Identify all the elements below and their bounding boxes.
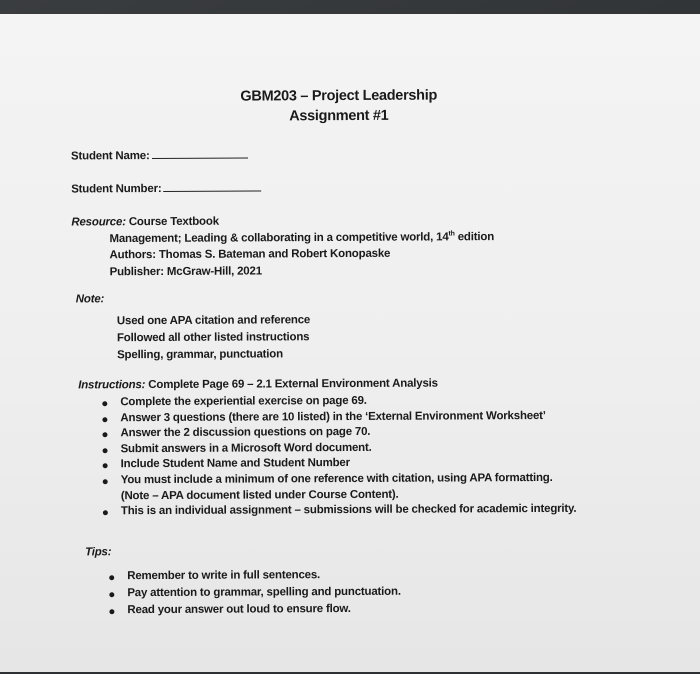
list-item-text: Include Student Name and Student Number [120, 457, 350, 471]
list-item-text: Read your answer out loud to ensure flow. [127, 602, 351, 617]
instructions-value: Complete Page 69 – 2.1 External Environment Analysis [145, 377, 438, 392]
list-item-text: Pay attention to grammar, spelling and punctuation. [127, 585, 401, 600]
list-item-text: (Note – APA document listed under Course Content). [120, 488, 399, 502]
list-item-text: This is an individual assignment – submissions will be checked for academic integrity. [120, 502, 577, 518]
list-item [127, 601, 401, 619]
student-number-field [71, 182, 261, 195]
bullet-icon [103, 479, 108, 484]
resource-label: Resource: [71, 216, 126, 229]
list-item-text: Answer the 2 discussion questions on page 70. [120, 426, 371, 440]
student-name-blank [152, 158, 248, 160]
resource-edition-suffix: edition [454, 231, 495, 244]
student-name-label: Student Name: [70, 150, 150, 163]
list-item-text: Complete the experiential exercise on page 69. [120, 394, 367, 409]
bullet-icon [109, 609, 114, 614]
list-item-text: Answer 3 questions (there are 10 listed) in the ‘External Environment Worksheet’ [120, 409, 546, 424]
bullet-icon [103, 464, 108, 469]
instructions-list [120, 393, 576, 520]
resource-edition-sup: th [448, 230, 455, 238]
resource-authors: Authors: Thomas S. Bateman and Robert Konopaske [109, 247, 391, 262]
tips-list [127, 567, 401, 619]
bullet-icon [102, 417, 107, 422]
note-label: Note: [75, 293, 105, 306]
resource-value: Course Textbook [125, 215, 219, 229]
instructions-heading [78, 378, 438, 392]
list-item [127, 567, 401, 585]
list-item-text: You must include a minimum of one reference with citation, using APA formatting. [120, 471, 553, 487]
bullet-icon [109, 592, 114, 597]
student-number-label: Student Number: [71, 182, 162, 196]
bullet-icon [102, 432, 107, 437]
bullet-icon [109, 575, 114, 580]
bullet-icon [102, 401, 107, 406]
instructions-label: Instructions: [78, 379, 146, 392]
student-name-field [71, 150, 248, 163]
list-item [121, 502, 577, 520]
bullet-icon [103, 448, 108, 453]
assignment-document [0, 12, 700, 674]
bullet-icon [103, 510, 108, 515]
resource-heading [71, 216, 219, 229]
document-title: GBM203 – Project Leadership [240, 87, 438, 105]
note-line: Used one APA citation and reference [116, 314, 311, 328]
resource-book-title [109, 230, 494, 245]
list-item-text: Submit answers in a Microsoft Word document. [120, 441, 372, 455]
resource-book-title-text: Management; Leading & collaborating in a competitive world, 14 [109, 231, 449, 246]
tips-label: Tips: [85, 546, 112, 559]
list-item [127, 584, 401, 602]
note-line: Spelling, grammar, punctuation [117, 348, 283, 362]
resource-publisher: Publisher: McGraw-Hill, 2021 [109, 265, 262, 279]
document-page [0, 14, 700, 672]
list-item-text: Remember to write in full sentences. [127, 569, 321, 583]
student-number-blank [163, 190, 261, 192]
document-subtitle: Assignment #1 [289, 107, 389, 125]
note-line: Followed all other listed instructions [116, 331, 310, 345]
